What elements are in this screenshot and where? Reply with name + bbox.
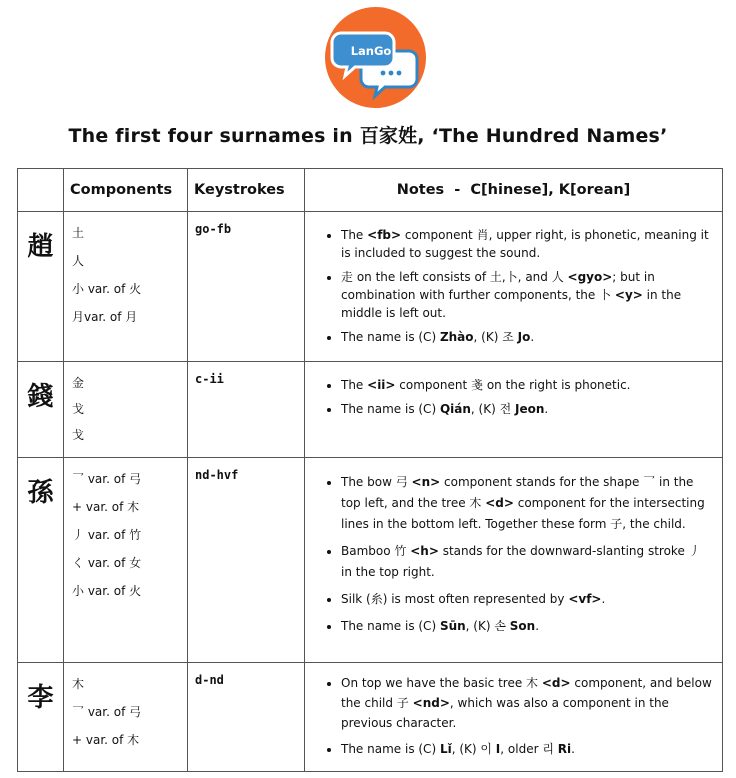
note-item: • The name is (C) Zhào, (K) 조 Jo.: [341, 328, 714, 346]
note-item: • The bow 弓 <n> component stands for the shape 乛 in the top left, and the tree 木 <d> component for the intersecting lines in the bottom left. Together these form 子, the child.: [341, 472, 714, 535]
notes-cell: [305, 362, 723, 458]
component-item: 小 var. of 火: [72, 584, 142, 598]
note-item: • 走 on the left consists of 土,卜, and 人 <gyo>; but in combination with further components, the 卜 <y> in the middle is left out.: [341, 268, 714, 322]
notes-cell: [305, 663, 723, 772]
surname-char: 孫: [18, 458, 64, 663]
page-title: The first four surnames in 百家姓, ‘The Hundred Names’: [68, 125, 668, 147]
header-components: Components: [64, 169, 188, 212]
table-row: [18, 362, 723, 458]
note-item: • The <ii> component 戔 on the right is phonetic.: [341, 376, 714, 394]
component-item: 金: [72, 376, 85, 390]
component-item: く var. of 女: [72, 556, 142, 570]
component-item: 人: [72, 254, 85, 268]
table-row: [18, 212, 723, 362]
component-item: 土: [72, 226, 85, 240]
keystrokes-cell: nd-hvf: [188, 458, 305, 663]
surname-char: 錢: [18, 362, 64, 458]
header-char: [18, 169, 64, 212]
header-keystrokes: Keystrokes: [188, 169, 305, 212]
note-item: • The name is (C) Qián, (K) 전 Jeon.: [341, 400, 714, 418]
component-item: + var. of 木: [72, 733, 140, 747]
notes-cell: [305, 458, 723, 663]
component-item: 丿 var. of 竹: [72, 528, 142, 542]
component-item: 小 var. of 火: [72, 282, 142, 296]
surname-char: 李: [18, 663, 64, 772]
component-item: 戈: [72, 428, 85, 442]
note-item: • Silk (糸) is most often represented by <vf>.: [341, 589, 714, 610]
component-item: 月var. of 月: [72, 310, 138, 324]
header-notes: Notes - C[hinese], K[orean]: [305, 169, 723, 212]
table-row: [18, 458, 723, 663]
note-item: • Bamboo 竹 <h> stands for the downward-slanting stroke 丿 in the top right.: [341, 541, 714, 583]
logo-text: LanGo: [350, 44, 392, 58]
components-cell: [64, 362, 188, 458]
component-item: 木: [72, 677, 85, 691]
notes-cell: [305, 212, 723, 362]
keystrokes-cell: d-nd: [188, 663, 305, 772]
note-item: • The name is (C) Sūn, (K) 손 Son.: [341, 616, 714, 637]
note-item: • The name is (C) Lǐ, (K) 이 I, older 리 Ri.: [341, 739, 714, 759]
keystrokes-cell: go-fb: [188, 212, 305, 362]
note-item: • The <fb> component 肖, upper right, is phonetic, meaning it is included to suggest the sound.: [341, 226, 714, 262]
component-item: + var. of 木: [72, 500, 140, 514]
component-item: 戈: [72, 402, 85, 416]
note-item: • On top we have the basic tree 木 <d> component, and below the child 子 <nd>, which was also a component in the previous character.: [341, 673, 714, 733]
components-cell: [64, 663, 188, 772]
header-row: [18, 169, 723, 212]
component-item: 乛 var. of 弓: [72, 472, 142, 486]
surnames-table: [17, 168, 723, 772]
lango-logo: [325, 7, 426, 108]
components-cell: [64, 212, 188, 362]
keystrokes-cell: c-ii: [188, 362, 305, 458]
components-cell: [64, 458, 188, 663]
surname-char: 趙: [18, 212, 64, 362]
table-row: [18, 663, 723, 772]
component-item: 乛 var. of 弓: [72, 705, 142, 719]
